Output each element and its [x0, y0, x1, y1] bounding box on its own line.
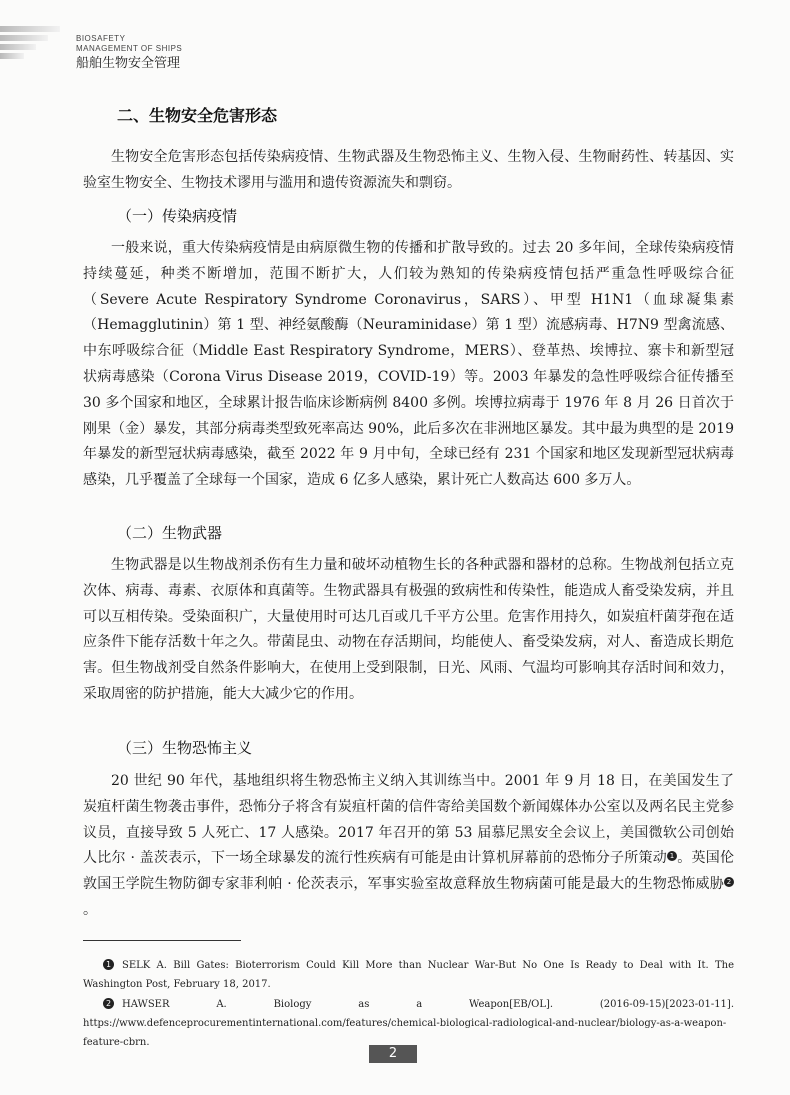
bioterrorism-paragraph	[83, 769, 734, 924]
bioweapons-paragraph: 生物武器是以生物战剂杀伤有生力量和破坏动植物生长的各种武器和器材的总称。生物战剂包括立克次体、病毒、毒素、衣原体和真菌等。生物武器具有极强的致病性和传染性，能造成人畜受染发病，并且可以互相传染。受染面积广，大量使用时可达几百或几千平方公里。危害作用持久，如炭疽杆菌芽孢在适应条件下能存活数十年之久。带菌昆虫、动物在存活期间，均能使人、畜受染发病，对人、畜造成长期危害。但生物战剂受自然条件影响大，在使用上受到限制，日光、风雨、气温均可影响其存活时间和效力，采取周密的防护措施，能大大减少它的作用。	[83, 557, 734, 702]
footnote-ref-1[interactable]: 1	[667, 851, 677, 861]
running-header-chinese: 船舶生物安全管理	[76, 56, 181, 71]
footnote-2-marker: 2	[103, 998, 114, 1009]
running-header-en-line2: MANAGEMENT OF SHIPS	[76, 44, 183, 53]
bioterrorism-text-part2: 。英国伦敦国王学院生物防御专家菲利帕 · 伦茨表示，军事实验室故意释放生物病菌可能是最大的生物恐怖威胁	[83, 850, 734, 893]
section-heading: 二、生物安全危害形态	[117, 106, 278, 125]
footnote-2-text: HAWSER A. Biology as a Weapon[EB/OL]. (2016-09-15)[2023-01-11]. https://www.defenceprocurementinternational.com/features/chemical-biological-radiological-and-nuclear/biology-as-a-weapon-feature-cbrn.	[83, 999, 734, 1048]
footnote-1-text: SELK A. Bill Gates: Bioterrorism Could Kill More than Nuclear War-But No One Is Ready to Deal with It. The Washington Post, February 18, 2017.	[83, 960, 734, 990]
bioterrorism-text-part3: 。	[83, 901, 97, 918]
section-intro-paragraph: 生物安全危害形态包括传染病疫情、生物武器及生物恐怖主义、生物入侵、生物耐药性、转基因、实验室生物安全、生物技术谬用与滥用和遗传资源流失和剽窃。	[83, 149, 734, 191]
running-header-en-line1: BIOSAFETY	[76, 34, 126, 43]
subsection-heading-infectious-disease: （一）传染病疫情	[117, 207, 238, 225]
footnote-divider	[83, 940, 241, 941]
bioterrorism-text-part1: 20 世纪 90 年代，基地组织将生物恐怖主义纳入其训练当中。2001 年 9 月 18 日，在美国发生了炭疽杆菌生物袭击事件，恐怖分子将含有炭疽杆菌的信件寄给美国数个新闻媒体办公室以及两名民主党参议员，直接导致 5 人死亡、17 人感染。2017 年召开的第 53 届慕尼黑安全会议上，美国微软公司创始人比尔 · 盖茨表示，下一场全球暴发的流行性疾病有可能是由计算机屏幕前的恐怖分子所策动	[83, 773, 734, 867]
footnote-ref-2[interactable]: 2	[724, 877, 734, 887]
running-header-english	[76, 34, 182, 54]
page-number: 2	[369, 1045, 417, 1063]
footnote-1	[83, 956, 734, 994]
subsection-heading-bioweapons: （二）生物武器	[117, 524, 223, 542]
infectious-disease-paragraph: 一般来说，重大传染病疫情是由病原微生物的传播和扩散导致的。过去 20 多年间，全球传染病疫情持续蔓延，种类不断增加，范围不断扩大，人们较为熟知的传染病疫情包括严重急性呼吸综合征（Severe Acute Respiratory Syndrome Coronavirus，SARS）、甲型 H1N1（血球凝集素（Hemagglutinin）第 1 型、神经氨酸酶（Neuraminidase）第 1 型）流感病毒、H7N9 型禽流感、中东呼吸综合征（Middle East Respiratory Syndrome，MERS）、登革热、埃博拉、寨卡和新型冠状病毒感染（Corona Virus Disease 2019，COVID-19）等。2003 年暴发的急性呼吸综合征传播至 30 多个国家和地区，全球累计报告临床诊断病例 8400 多例。埃博拉病毒于 1976 年 8 月 26 日首次于刚果（金）暴发，其部分病毒类型致死率高达 90%，此后多次在非洲地区暴发。其中最为典型的是 2019 年暴发的新型冠状病毒感染，截至 2022 年 9 月中旬，全球已经有 231 个国家和地区发现新型冠状病毒感染，几乎覆盖了全球每一个国家，造成 6 亿多人感染，累计死亡人数高达 600 多万人。	[83, 240, 734, 489]
subsection-heading-bioterrorism: （三）生物恐怖主义	[117, 739, 253, 757]
footnote-2	[83, 995, 734, 1052]
footnote-1-marker: 1	[103, 959, 114, 970]
header-corner-decoration	[0, 26, 60, 66]
